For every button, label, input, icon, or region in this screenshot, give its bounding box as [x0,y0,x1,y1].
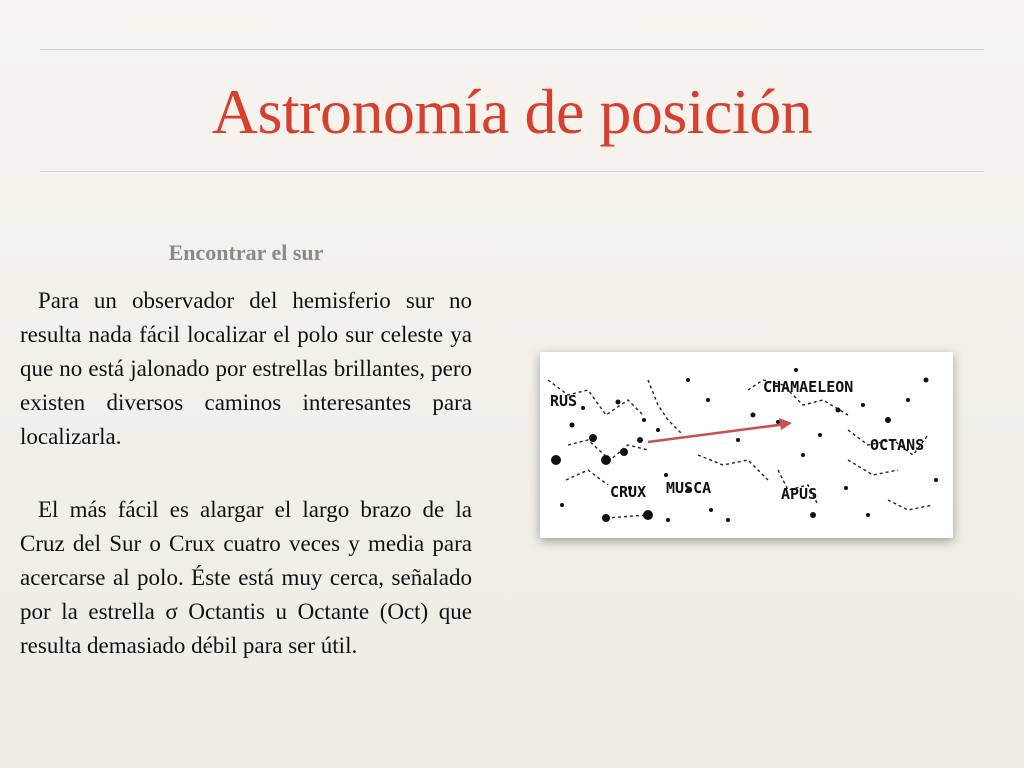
slide-title: Astronomía de posición [211,76,813,147]
label-octans: OCTANS [870,436,925,454]
label-apus: APUS [781,485,818,503]
label-musca: MUSCA [666,479,712,497]
label-chamaeleon: CHAMAELEON [763,378,854,396]
paragraph-2: El más fácil es alargar el largo brazo de la Cruz del Sur o Crux cuatro veces y media para acercarse al polo. Éste está muy cerca, señalado por la estrella σ Octantis u Octante (Oct) que resulta demasiado débil para ser útil. [20,497,472,658]
label-rus: RUS [550,392,578,410]
section-subtitle: Encontrar el sur [168,240,324,265]
top-divider [40,49,984,50]
star-map-figure [540,352,953,538]
bottom-divider [40,171,984,172]
label-crux: CRUX [610,483,647,501]
star-map [548,360,945,530]
paragraph-1: Para un observador del hemisferio sur no resulta nada fácil localizar el polo sur celeste ya que no está jalonado por estrellas brillantes, pero existen diversos caminos interesantes para localizarla. [20,288,472,449]
pointer-arrow [648,418,792,442]
